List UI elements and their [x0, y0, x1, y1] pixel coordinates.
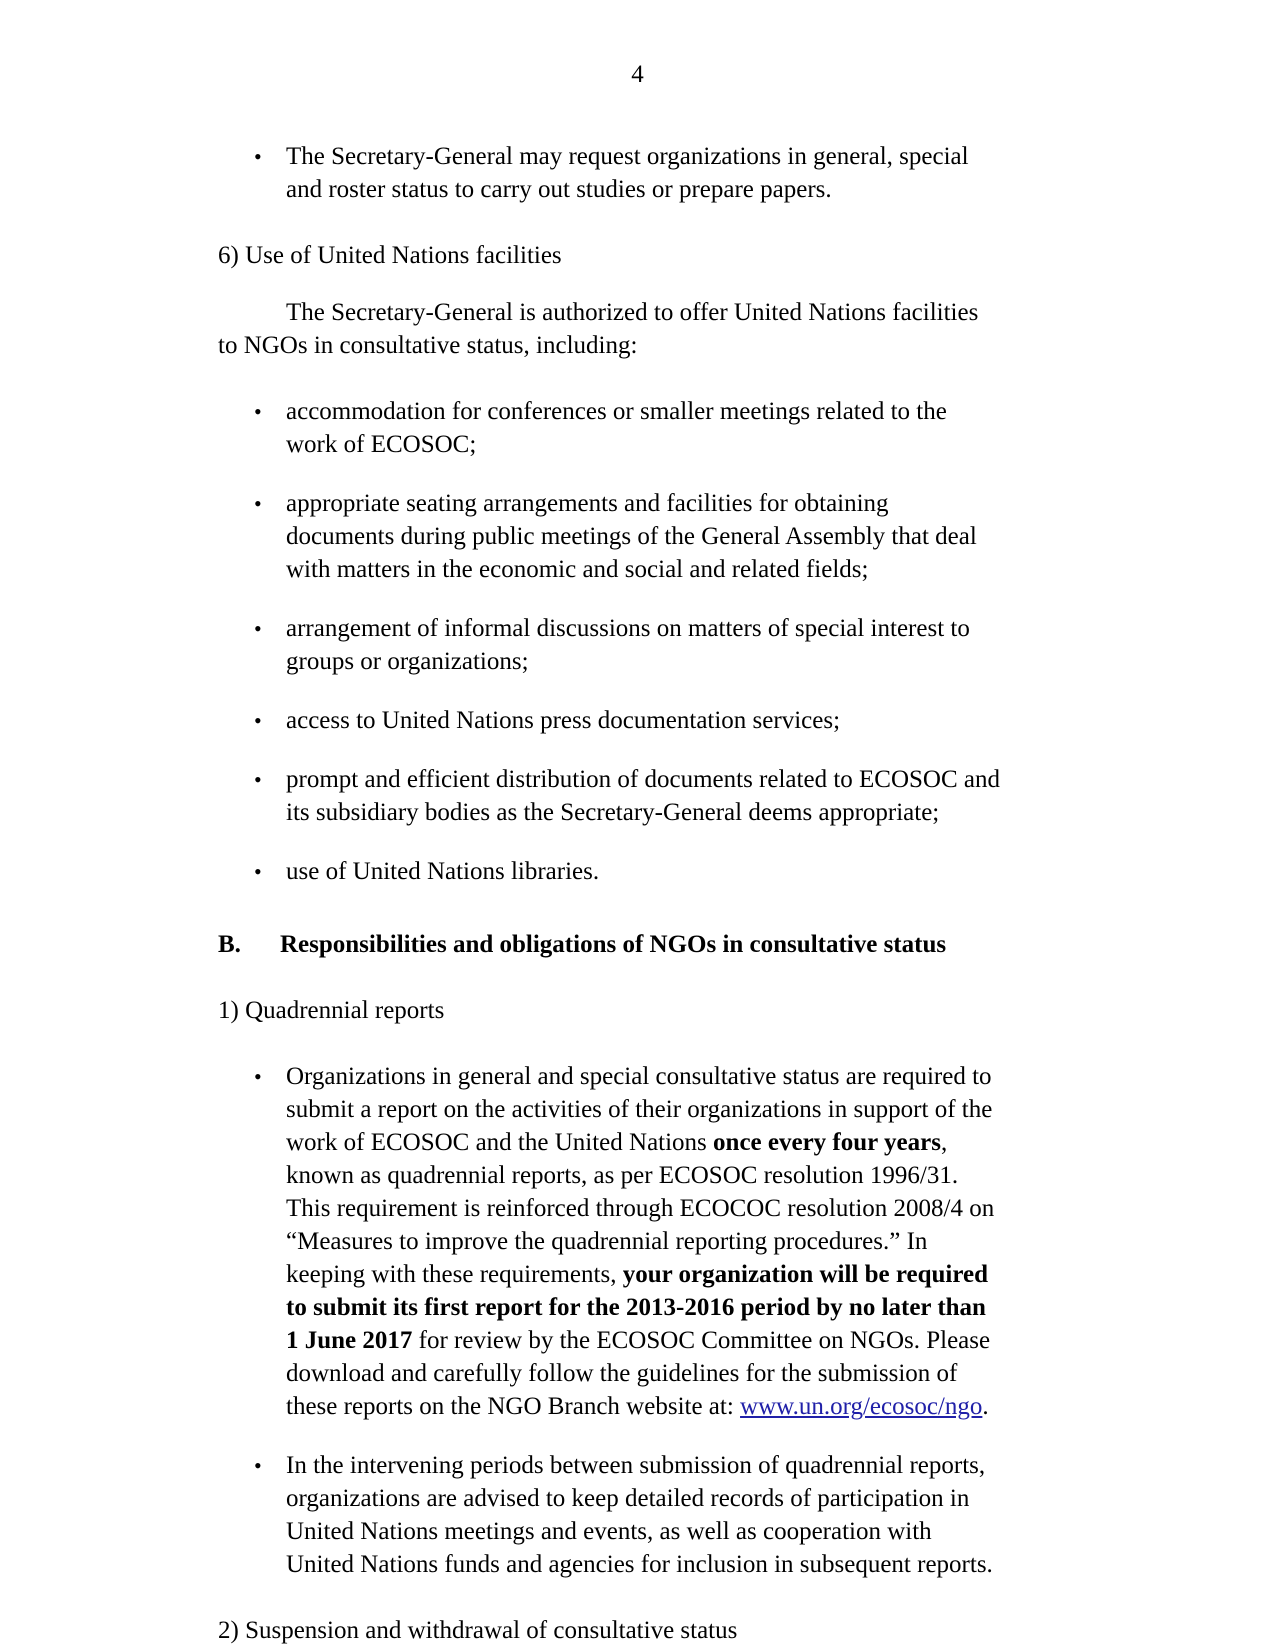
list-item-text: The Secretary-General may request organizations in general, special and roster status to carry out studies or prepare papers.	[286, 143, 969, 203]
list-item-text: access to United Nations press documentation services;	[286, 707, 841, 734]
bullet-icon: •	[254, 1453, 262, 1478]
ngo-branch-website-link[interactable]: www.un.org/ecosoc/ngo	[740, 1393, 983, 1420]
bullet-icon: •	[254, 491, 262, 516]
section-title: Responsibilities and obligations of NGOs in consultative status	[280, 931, 947, 958]
emphasis-once-every-four-years: once every four years	[713, 1129, 941, 1156]
subsection-2-heading: 2) Suspension and withdrawal of consultative status	[218, 1617, 738, 1644]
bullet-icon: •	[254, 708, 262, 733]
page-content	[218, 0, 1000, 1647]
page-number: 4	[631, 61, 644, 88]
bullet-icon: •	[254, 767, 262, 792]
subsection-6-heading: 6) Use of United Nations facilities	[218, 242, 562, 269]
bullet-icon: •	[254, 1064, 262, 1089]
list-item	[218, 395, 1000, 461]
bullet-icon: •	[254, 859, 262, 884]
top-bullet-list	[218, 140, 1000, 206]
list-item	[218, 855, 1000, 888]
list-item	[218, 1449, 1000, 1581]
subsection-6-intro: The Secretary-General is authorized to offer United Nations facilities to NGOs in consultative status, including:	[218, 299, 979, 359]
list-item	[218, 1060, 1000, 1423]
quadrennial-bullet-list	[218, 1060, 1000, 1581]
bullet-icon: •	[254, 399, 262, 424]
bullet-icon: •	[254, 616, 262, 641]
list-item-text: prompt and efficient distribution of documents related to ECOSOC and its subsidiary bodies as the Secretary-General deems appropriate;	[286, 766, 1000, 826]
subsection-1-heading: 1) Quadrennial reports	[218, 997, 445, 1024]
list-item	[218, 140, 1000, 206]
list-item-text: accommodation for conferences or smaller meetings related to the work of ECOSOC;	[286, 398, 947, 458]
text-run: , known as quadrennial reports, as per ECOSOC resolution 1996/31. This requirement is reinforced through ECOCOC resolution 2008/4 on “Measures to improve the quadrennial reporting procedures.” In keeping with these requirements,	[286, 1129, 995, 1288]
list-item-text: In the intervening periods between submission of quadrennial reports, organizations are advised to keep detailed records of participation in United Nations meetings and events, as well as cooperation with United Nations funds and agencies for inclusion in subsequent reports.	[286, 1452, 993, 1578]
text-run: Organizations in general and special consultative status are required to submit a report on the activities of their organizations in support of the work of ECOSOC and the United Nations	[286, 1063, 993, 1156]
list-item	[218, 612, 1000, 678]
list-item	[218, 704, 1000, 737]
section-B-heading	[218, 928, 1000, 961]
list-item-text	[286, 1063, 994, 1420]
text-run: .	[982, 1393, 989, 1420]
list-item-text: use of United Nations libraries.	[286, 858, 600, 885]
bullet-icon: •	[254, 144, 262, 169]
list-item-text: appropriate seating arrangements and facilities for obtaining documents during public meetings of the General Assembly that deal with matters in the economic and social and related fields;	[286, 490, 977, 583]
section-letter: B.	[218, 931, 241, 958]
list-item	[218, 763, 1000, 829]
list-item	[218, 487, 1000, 586]
emphasis-first-report-deadline: your organization will be required to submit its first report for the 2013-2016 period by no later than 1 June 2017	[286, 1261, 989, 1354]
facilities-bullet-list	[218, 395, 1000, 888]
list-item-text: arrangement of informal discussions on matters of special interest to groups or organizations;	[286, 615, 970, 675]
text-run: for review by the ECOSOC Committee on NGOs. Please download and carefully follow the guidelines for the submission of these reports on the NGO Branch website at:	[286, 1327, 991, 1420]
